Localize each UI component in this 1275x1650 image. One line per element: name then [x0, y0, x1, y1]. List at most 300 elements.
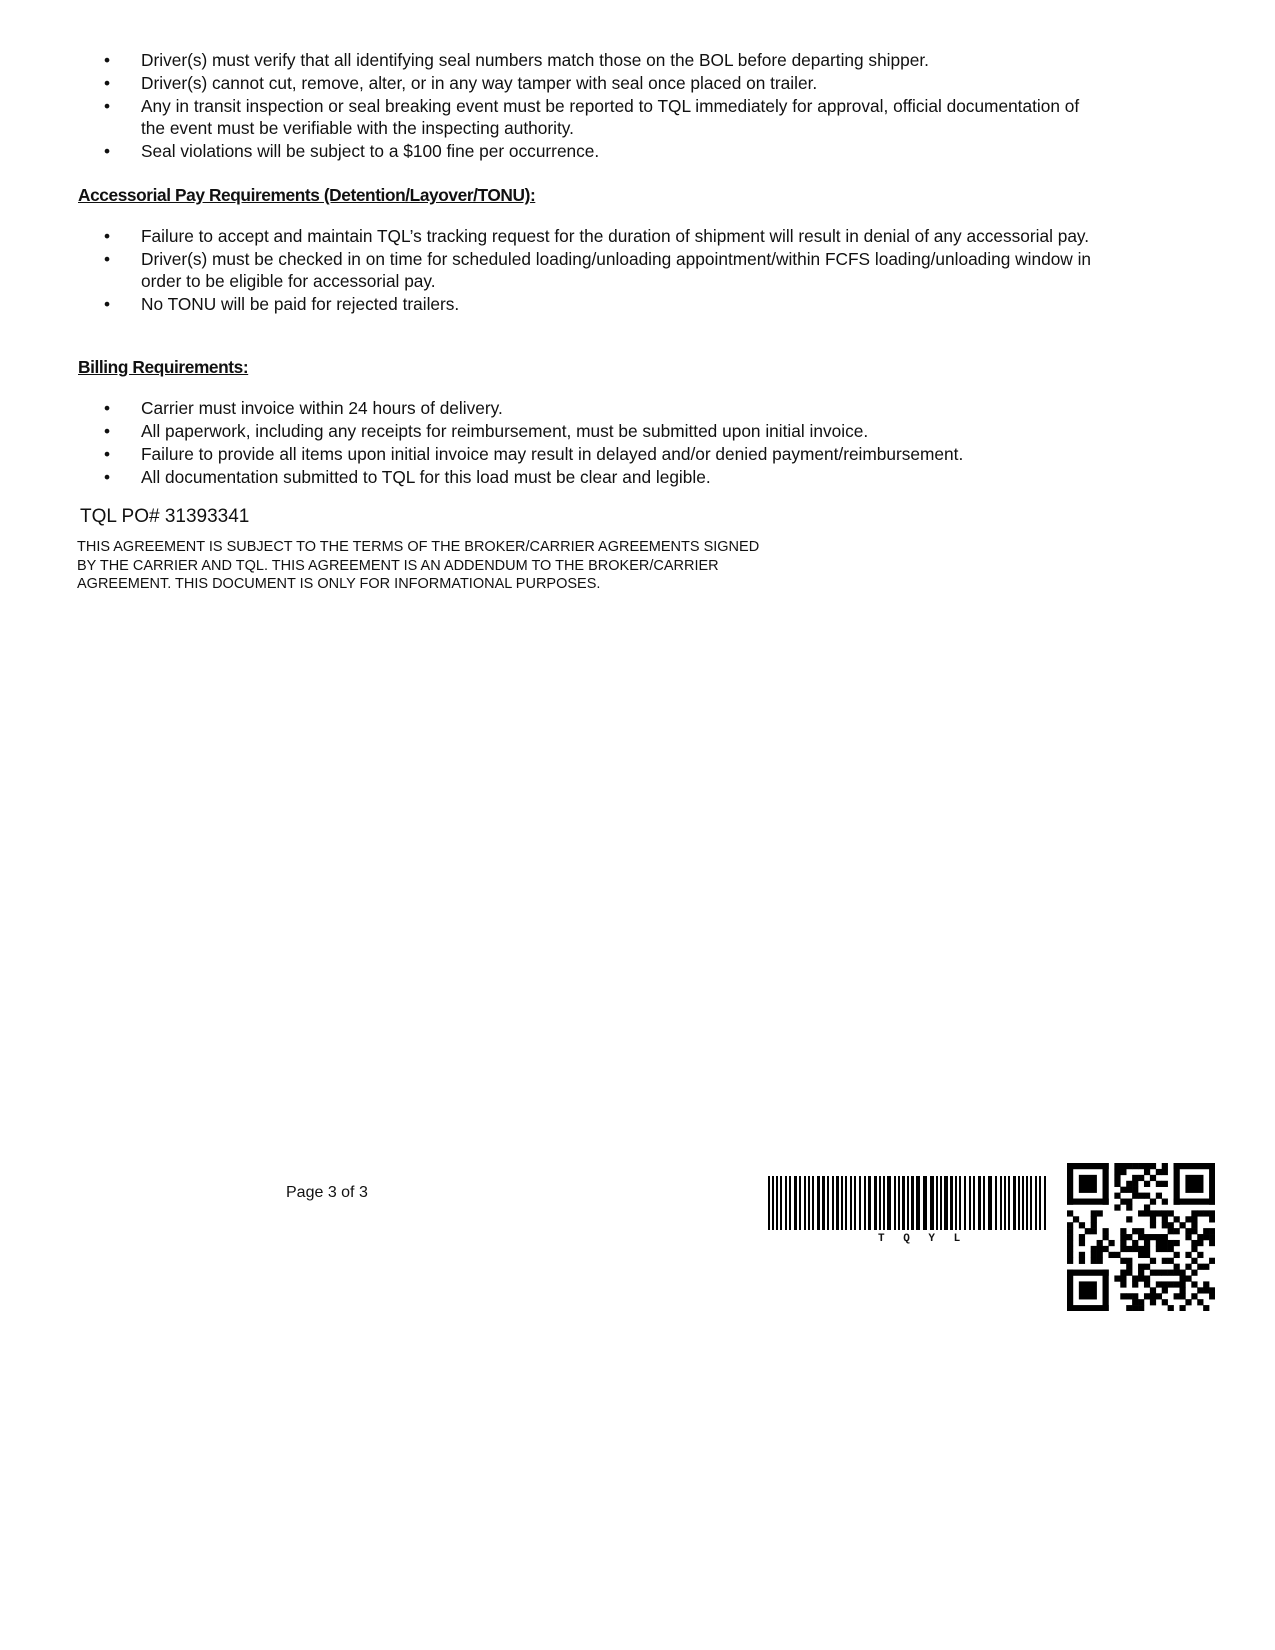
barcode-bar [776, 1176, 778, 1230]
list-item: • All documentation submitted to TQL for this load must be clear and legible. [104, 466, 1104, 488]
qr-module [1126, 1258, 1132, 1264]
qr-module [1156, 1270, 1162, 1276]
barcode-bar [841, 1176, 843, 1230]
qr-finder-core [1185, 1175, 1203, 1193]
barcode-bar [969, 1176, 971, 1230]
qr-module [1162, 1210, 1168, 1216]
barcode-bar [1022, 1176, 1024, 1230]
qr-module [1162, 1270, 1168, 1276]
qr-module [1191, 1240, 1197, 1246]
qr-module [1132, 1193, 1138, 1199]
qr-module [1144, 1240, 1150, 1246]
barcode-bar [978, 1176, 981, 1230]
qr-module [1150, 1258, 1156, 1264]
qr-module [1179, 1305, 1185, 1311]
qr-module [1197, 1240, 1203, 1246]
qr-module [1162, 1246, 1168, 1252]
qr-module [1174, 1270, 1180, 1276]
qr-module [1162, 1216, 1168, 1222]
qr-module [1114, 1175, 1120, 1181]
qr-module [1091, 1228, 1097, 1234]
barcode-bar [916, 1176, 920, 1230]
qr-module [1091, 1216, 1097, 1222]
qr-module [1209, 1287, 1215, 1293]
qr-module [1162, 1258, 1168, 1264]
qr-module [1209, 1228, 1215, 1234]
qr-module [1150, 1163, 1156, 1169]
po-number: TQL PO# 31393341 [80, 506, 250, 527]
qr-module [1168, 1240, 1174, 1246]
qr-module [1168, 1210, 1174, 1216]
qr-module [1067, 1234, 1073, 1240]
qr-module [1203, 1234, 1209, 1240]
qr-module [1185, 1252, 1191, 1258]
qr-module [1132, 1299, 1138, 1305]
qr-module [1150, 1210, 1156, 1216]
qr-module [1174, 1216, 1180, 1222]
qr-module [1179, 1270, 1185, 1276]
qr-finder-edge [1067, 1305, 1109, 1311]
qr-module [1191, 1293, 1197, 1299]
barcode-bar [907, 1176, 909, 1230]
barcode-bar [930, 1176, 934, 1230]
barcode-bar [817, 1176, 820, 1230]
qr-module [1120, 1275, 1126, 1281]
qr-module [1191, 1281, 1197, 1287]
qr-module [1114, 1193, 1120, 1199]
qr-module [1162, 1240, 1168, 1246]
barcode-bar [902, 1176, 905, 1230]
qr-module [1209, 1293, 1215, 1299]
qr-module [1185, 1234, 1191, 1240]
qr-module [1185, 1228, 1191, 1234]
qr-module [1079, 1258, 1085, 1264]
qr-module [1120, 1258, 1126, 1264]
barcode-bar [959, 1176, 961, 1230]
qr-module [1191, 1210, 1197, 1216]
qr-module [1120, 1293, 1126, 1299]
qr-module [1120, 1199, 1126, 1205]
qr-module [1132, 1281, 1138, 1287]
barcode-bar [950, 1176, 953, 1230]
qr-module [1079, 1234, 1085, 1240]
barcode-icon [768, 1176, 1050, 1230]
qr-module [1162, 1299, 1168, 1305]
qr-module [1144, 1163, 1150, 1169]
qr-module [1197, 1252, 1203, 1258]
barcode-bar [955, 1176, 957, 1230]
qr-module [1091, 1222, 1097, 1228]
qr-module [1067, 1210, 1073, 1216]
qr-module [1144, 1275, 1150, 1281]
qr-module [1185, 1216, 1191, 1222]
qr-module [1156, 1281, 1162, 1287]
qr-finder-edge [1067, 1270, 1109, 1276]
list-item: • Seal violations will be subject to a $100 fine per occurrence. [104, 140, 1104, 162]
list-item: • Any in transit inspection or seal breaking event must be reported to TQL immediately for approval, official documentation of the event must be verifiable with the inspecting authority. [104, 95, 1104, 139]
qr-module [1162, 1169, 1168, 1175]
barcode-bar [1039, 1176, 1041, 1230]
barcode-bar [923, 1176, 927, 1230]
qr-module [1132, 1246, 1138, 1252]
qr-finder-edge [1067, 1199, 1109, 1205]
qr-module [1097, 1240, 1103, 1246]
qr-module [1120, 1246, 1126, 1252]
qr-module [1156, 1169, 1162, 1175]
qr-module [1150, 1216, 1156, 1222]
qr-module [1144, 1264, 1150, 1270]
qr-module [1126, 1181, 1132, 1187]
qr-module [1138, 1210, 1144, 1216]
qr-module [1097, 1246, 1103, 1252]
qr-finder-core [1079, 1175, 1097, 1193]
qr-module [1114, 1204, 1120, 1210]
qr-module [1091, 1258, 1097, 1264]
qr-finder-core [1079, 1281, 1097, 1299]
barcode-bar [1013, 1176, 1016, 1230]
billing-requirements-list [104, 397, 1104, 489]
barcode-bar [827, 1176, 829, 1230]
qr-module [1138, 1305, 1144, 1311]
qr-module [1185, 1264, 1191, 1270]
qr-module [1156, 1240, 1162, 1246]
barcode-bar [812, 1176, 814, 1230]
qr-module [1138, 1163, 1144, 1169]
qr-module [1144, 1181, 1150, 1187]
qr-module [1091, 1246, 1097, 1252]
qr-module [1203, 1264, 1209, 1270]
qr-module [1144, 1193, 1150, 1199]
barcode-bar [850, 1176, 852, 1230]
qr-module [1079, 1240, 1085, 1246]
qr-module [1097, 1252, 1103, 1258]
qr-module [1132, 1175, 1138, 1181]
qr-module [1174, 1264, 1180, 1270]
qr-module [1209, 1216, 1215, 1222]
qr-module [1120, 1270, 1126, 1276]
qr-finder-edge [1174, 1163, 1180, 1205]
qr-module [1108, 1240, 1114, 1246]
barcode-bar [883, 1176, 885, 1230]
qr-module [1185, 1299, 1191, 1305]
qr-module [1079, 1252, 1085, 1258]
qr-finder-edge [1103, 1270, 1109, 1311]
qr-module [1126, 1216, 1132, 1222]
qr-module [1156, 1210, 1162, 1216]
qr-module [1197, 1264, 1203, 1270]
qr-module [1191, 1216, 1197, 1222]
qr-module [1103, 1228, 1109, 1234]
qr-module [1197, 1287, 1203, 1293]
barcode-bar [785, 1176, 787, 1230]
qr-module [1179, 1281, 1185, 1287]
qr-module [1067, 1228, 1073, 1234]
barcode-text: T Q Y L [878, 1233, 967, 1245]
qr-module [1150, 1175, 1156, 1181]
qr-module [1067, 1222, 1073, 1228]
qr-module [1097, 1210, 1103, 1216]
qr-module [1203, 1305, 1209, 1311]
qr-module [1156, 1246, 1162, 1252]
qr-module [1162, 1181, 1168, 1187]
accessorial-heading: Accessorial Pay Requirements (Detention/Layover/TONU): [78, 185, 536, 205]
qr-module [1126, 1270, 1132, 1276]
qr-module [1209, 1210, 1215, 1216]
qr-module [1156, 1181, 1162, 1187]
qr-module [1174, 1240, 1180, 1246]
barcode-bar [1035, 1176, 1037, 1230]
qr-finder-edge [1209, 1163, 1215, 1205]
qr-module [1132, 1163, 1138, 1169]
qr-module [1132, 1187, 1138, 1193]
qr-module [1126, 1199, 1132, 1205]
qr-module [1114, 1163, 1120, 1169]
qr-module [1126, 1264, 1132, 1270]
barcode-bar [1044, 1176, 1046, 1230]
qr-module [1120, 1228, 1126, 1234]
qr-finder-edge [1067, 1163, 1073, 1205]
qr-finder-edge [1103, 1163, 1109, 1205]
qr-module [1138, 1175, 1144, 1181]
qr-module [1144, 1246, 1150, 1252]
qr-module [1120, 1240, 1126, 1246]
qr-module [1150, 1234, 1156, 1240]
barcode-bar [874, 1176, 877, 1230]
barcode-bar [898, 1176, 900, 1230]
qr-module [1168, 1270, 1174, 1276]
barcode-bar [808, 1176, 810, 1230]
qr-module [1197, 1210, 1203, 1216]
qr-module [1138, 1193, 1144, 1199]
qr-module [1203, 1281, 1209, 1287]
barcode-bar [944, 1176, 948, 1230]
qr-module [1209, 1234, 1215, 1240]
qr-module [1126, 1234, 1132, 1240]
qr-module [1174, 1252, 1180, 1258]
page-number: Page 3 of 3 [286, 1184, 368, 1201]
billing-heading: Billing Requirements: [78, 357, 249, 377]
qr-finder-edge [1067, 1163, 1109, 1169]
qr-module [1103, 1234, 1109, 1240]
qr-module [1185, 1275, 1191, 1281]
barcode-bar [879, 1176, 881, 1230]
qr-module [1162, 1234, 1168, 1240]
qr-module [1126, 1204, 1132, 1210]
barcode-bar [832, 1176, 834, 1230]
qr-module [1150, 1222, 1156, 1228]
qr-module [1073, 1216, 1079, 1222]
qr-module [1209, 1258, 1215, 1264]
qr-finder-edge [1067, 1270, 1073, 1311]
barcode-bar [836, 1176, 839, 1230]
qr-module [1150, 1199, 1156, 1205]
qr-module [1067, 1246, 1073, 1252]
barcode-bar [799, 1176, 801, 1230]
qr-module [1174, 1228, 1180, 1234]
qr-module [1085, 1228, 1091, 1234]
barcode-bar [1030, 1176, 1032, 1230]
qr-module [1191, 1246, 1197, 1252]
barcode-bar [973, 1176, 975, 1230]
barcode-bar [936, 1176, 938, 1230]
barcode-bar [983, 1176, 985, 1230]
qr-module [1179, 1222, 1185, 1228]
barcode-bar [780, 1176, 782, 1230]
qr-module [1168, 1281, 1174, 1287]
qr-module [1132, 1293, 1138, 1299]
qr-module [1150, 1287, 1156, 1293]
qr-module [1126, 1187, 1132, 1193]
qr-module [1156, 1293, 1162, 1299]
qr-module [1067, 1240, 1073, 1246]
qr-module [1203, 1228, 1209, 1234]
qr-module [1162, 1281, 1168, 1287]
qr-module [1203, 1210, 1209, 1216]
qr-module [1168, 1246, 1174, 1252]
barcode-bar [1026, 1176, 1028, 1230]
qr-module [1067, 1258, 1073, 1264]
qr-module [1179, 1275, 1185, 1281]
barcode-bar [854, 1176, 856, 1230]
list-item: • Driver(s) cannot cut, remove, alter, or in any way tamper with seal once placed on trailer. [104, 72, 1104, 94]
qr-module [1120, 1187, 1126, 1193]
qr-code-icon [1067, 1163, 1215, 1311]
qr-module [1162, 1163, 1168, 1169]
qr-module [1144, 1293, 1150, 1299]
barcode-bar [988, 1176, 992, 1230]
qr-module [1097, 1258, 1103, 1264]
qr-module [1150, 1299, 1156, 1305]
qr-module [1191, 1270, 1197, 1276]
qr-module [1120, 1163, 1126, 1169]
qr-module [1067, 1252, 1073, 1258]
qr-module [1162, 1222, 1168, 1228]
barcode-bar [1018, 1176, 1020, 1230]
qr-module [1126, 1163, 1132, 1169]
barcode-bar [859, 1176, 861, 1230]
list-item: • Driver(s) must be checked in on time for scheduled loading/unloading appointment/within FCFS loading/unloading window in order to be eligible for accessorial pay. [104, 248, 1104, 292]
qr-module [1114, 1252, 1120, 1258]
qr-module [1120, 1169, 1126, 1175]
barcode-bar [864, 1176, 866, 1230]
qr-module [1108, 1252, 1114, 1258]
qr-module [1150, 1293, 1156, 1299]
barcode-bar [1000, 1176, 1002, 1230]
list-item: • No TONU will be paid for rejected trailers. [104, 293, 1104, 315]
barcode-bar [911, 1176, 914, 1230]
barcode-bar [995, 1176, 997, 1230]
barcode-bar [822, 1176, 825, 1230]
barcode-bar [804, 1176, 806, 1230]
qr-module [1138, 1234, 1144, 1240]
qr-module [1168, 1222, 1174, 1228]
qr-module [1179, 1293, 1185, 1299]
qr-module [1168, 1228, 1174, 1234]
qr-module [1162, 1199, 1168, 1205]
qr-module [1132, 1181, 1138, 1187]
qr-module [1138, 1246, 1144, 1252]
barcode-bar [894, 1176, 896, 1230]
qr-module [1144, 1281, 1150, 1287]
barcode-bar [845, 1176, 847, 1230]
list-item: • Carrier must invoice within 24 hours of delivery. [104, 397, 1104, 419]
qr-module [1191, 1228, 1197, 1234]
qr-module [1197, 1234, 1203, 1240]
qr-module [1079, 1222, 1085, 1228]
qr-module [1120, 1281, 1126, 1287]
barcode-bar [868, 1176, 871, 1230]
qr-module [1168, 1258, 1174, 1264]
qr-module [1197, 1299, 1203, 1305]
qr-module [1138, 1275, 1144, 1281]
barcode-bar [772, 1176, 774, 1230]
accessorial-requirements-list [104, 225, 1104, 316]
list-item: • All paperwork, including any receipts for reimbursement, must be submitted upon initial invoice. [104, 420, 1104, 442]
qr-module [1120, 1234, 1126, 1240]
qr-module [1203, 1287, 1209, 1293]
qr-module [1126, 1305, 1132, 1311]
qr-module [1191, 1258, 1197, 1264]
list-item: • Failure to accept and maintain TQL’s tracking request for the duration of shipment will result in denial of any accessorial pay. [104, 225, 1104, 247]
qr-module [1138, 1264, 1144, 1270]
barcode-bar [768, 1176, 770, 1230]
barcode-bar [1004, 1176, 1006, 1230]
qr-module [1103, 1246, 1109, 1252]
qr-module [1138, 1270, 1144, 1276]
qr-module [1091, 1210, 1097, 1216]
qr-module [1168, 1305, 1174, 1311]
seal-requirements-list [104, 49, 1104, 163]
list-item: • Failure to provide all items upon initial invoice may result in delayed and/or denied payment/reimbursement. [104, 443, 1104, 465]
qr-module [1144, 1204, 1150, 1210]
qr-module [1138, 1299, 1144, 1305]
barcode-bar [940, 1176, 942, 1230]
list-item: • Driver(s) must verify that all identifying seal numbers match those on the BOL before departing shipper. [104, 49, 1104, 71]
qr-module [1132, 1240, 1138, 1246]
qr-module [1162, 1287, 1168, 1293]
qr-module [1156, 1234, 1162, 1240]
qr-module [1144, 1169, 1150, 1175]
qr-module [1174, 1281, 1180, 1287]
barcode-bar [1008, 1176, 1010, 1230]
barcode-bar [964, 1176, 966, 1230]
qr-module [1144, 1252, 1150, 1258]
qr-module [1179, 1287, 1185, 1293]
barcode-bar [789, 1176, 791, 1230]
qr-module [1209, 1240, 1215, 1246]
qr-module [1144, 1210, 1150, 1216]
qr-module [1132, 1275, 1138, 1281]
barcode-bar [887, 1176, 891, 1230]
qr-module [1091, 1252, 1097, 1258]
agreement-notice: THIS AGREEMENT IS SUBJECT TO THE TERMS OF THE BROKER/CARRIER AGREEMENTS SIGNED BY THE CARRIER AND TQL. THIS AGREEMENT IS AN ADDENDUM TO THE BROKER/CARRIER AGREEMENT. THIS DOCUMENT IS ONLY FOR INFORMATIONAL PURPOSES. [77, 539, 760, 592]
qr-module [1114, 1169, 1120, 1175]
qr-module [1132, 1228, 1138, 1234]
qr-module [1138, 1252, 1144, 1258]
qr-module [1150, 1270, 1156, 1276]
qr-module [1156, 1193, 1162, 1199]
qr-module [1174, 1293, 1180, 1299]
barcode-bar [794, 1176, 797, 1230]
qr-module [1114, 1181, 1120, 1187]
qr-module [1126, 1293, 1132, 1299]
qr-module [1114, 1275, 1120, 1281]
qr-module [1126, 1246, 1132, 1252]
qr-module [1144, 1234, 1150, 1240]
qr-module [1132, 1305, 1138, 1311]
qr-module [1191, 1222, 1197, 1228]
qr-module [1138, 1228, 1144, 1234]
